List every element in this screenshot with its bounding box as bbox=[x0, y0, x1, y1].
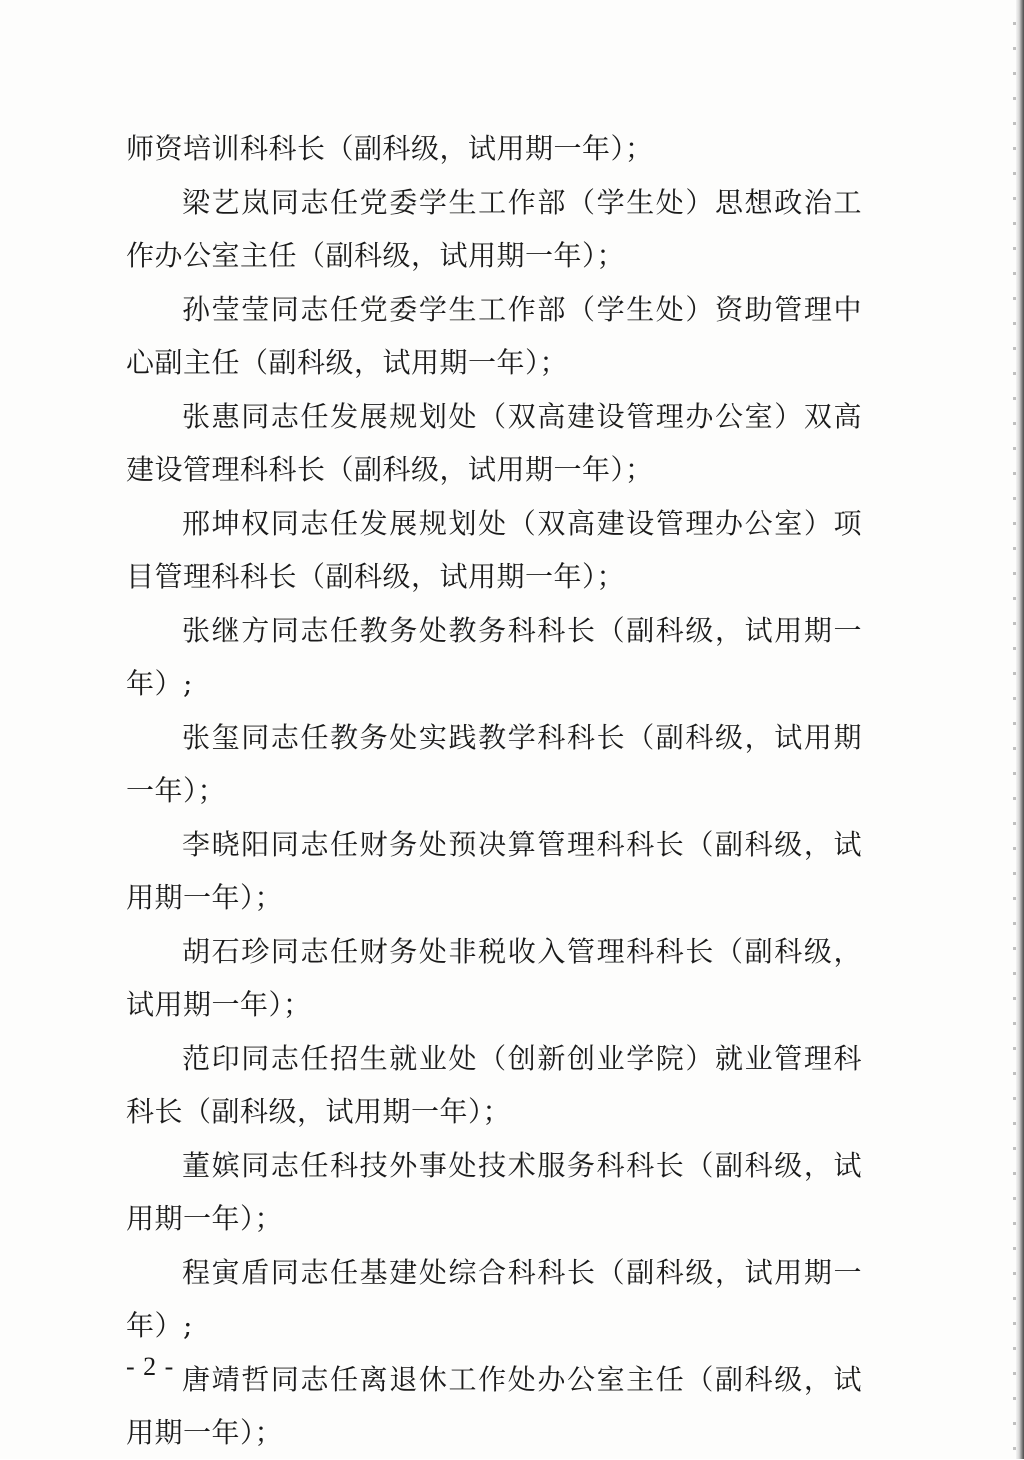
paragraph-continuation: 师资培训科科长（副科级，试用期一年）； bbox=[126, 132, 654, 165]
paragraph-appointment: 董嫔同志任科技外事处技术服务科科长（副科级，试用期一年）； bbox=[126, 1148, 862, 1235]
document-body bbox=[126, 122, 862, 1460]
paragraph-appointment: 胡石珍同志任财务处非税收入管理科科长（副科级，试用期一年）； bbox=[126, 934, 862, 1021]
paragraph-appointment: 张惠同志任发展规划处（双高建设管理办公室）双高建设管理科科长（副科级，试用期一年）； bbox=[126, 399, 862, 486]
paragraph-appointment: 孙莹莹同志任党委学生工作部（学生处）资助管理中心副主任（副科级，试用期一年）； bbox=[126, 292, 862, 379]
paragraph-appointment: 范印同志任招生就业处（创新创业学院）就业管理科科长（副科级，试用期一年）； bbox=[126, 1041, 862, 1128]
paragraph-appointment: 邢坤权同志任发展规划处（双高建设管理办公室）项目管理科科长（副科级，试用期一年）； bbox=[126, 506, 862, 593]
paragraph-appointment: 张玺同志任教务处实践教学科科长（副科级，试用期一年）； bbox=[126, 720, 862, 807]
scan-edge-noise bbox=[1013, 0, 1016, 1459]
scan-edge-shadow bbox=[1016, 0, 1024, 1459]
paragraph-appointment: 程寅盾同志任基建处综合科科长（副科级，试用期一年）; bbox=[126, 1255, 862, 1342]
paragraph-appointment: 张继方同志任教务处教务科科长（副科级，试用期一年）; bbox=[126, 613, 862, 700]
paragraph-appointment: 李晓阳同志任财务处预决算管理科科长（副科级，试用期一年）； bbox=[126, 827, 862, 914]
paragraph-appointment: 梁艺岚同志任党委学生工作部（学生处）思想政治工作办公室主任（副科级，试用期一年）； bbox=[126, 185, 862, 272]
paragraph-appointment: 唐靖哲同志任离退休工作处办公室主任（副科级，试用期一年）； bbox=[126, 1362, 862, 1449]
page-number: - 2 - bbox=[126, 1352, 175, 1381]
